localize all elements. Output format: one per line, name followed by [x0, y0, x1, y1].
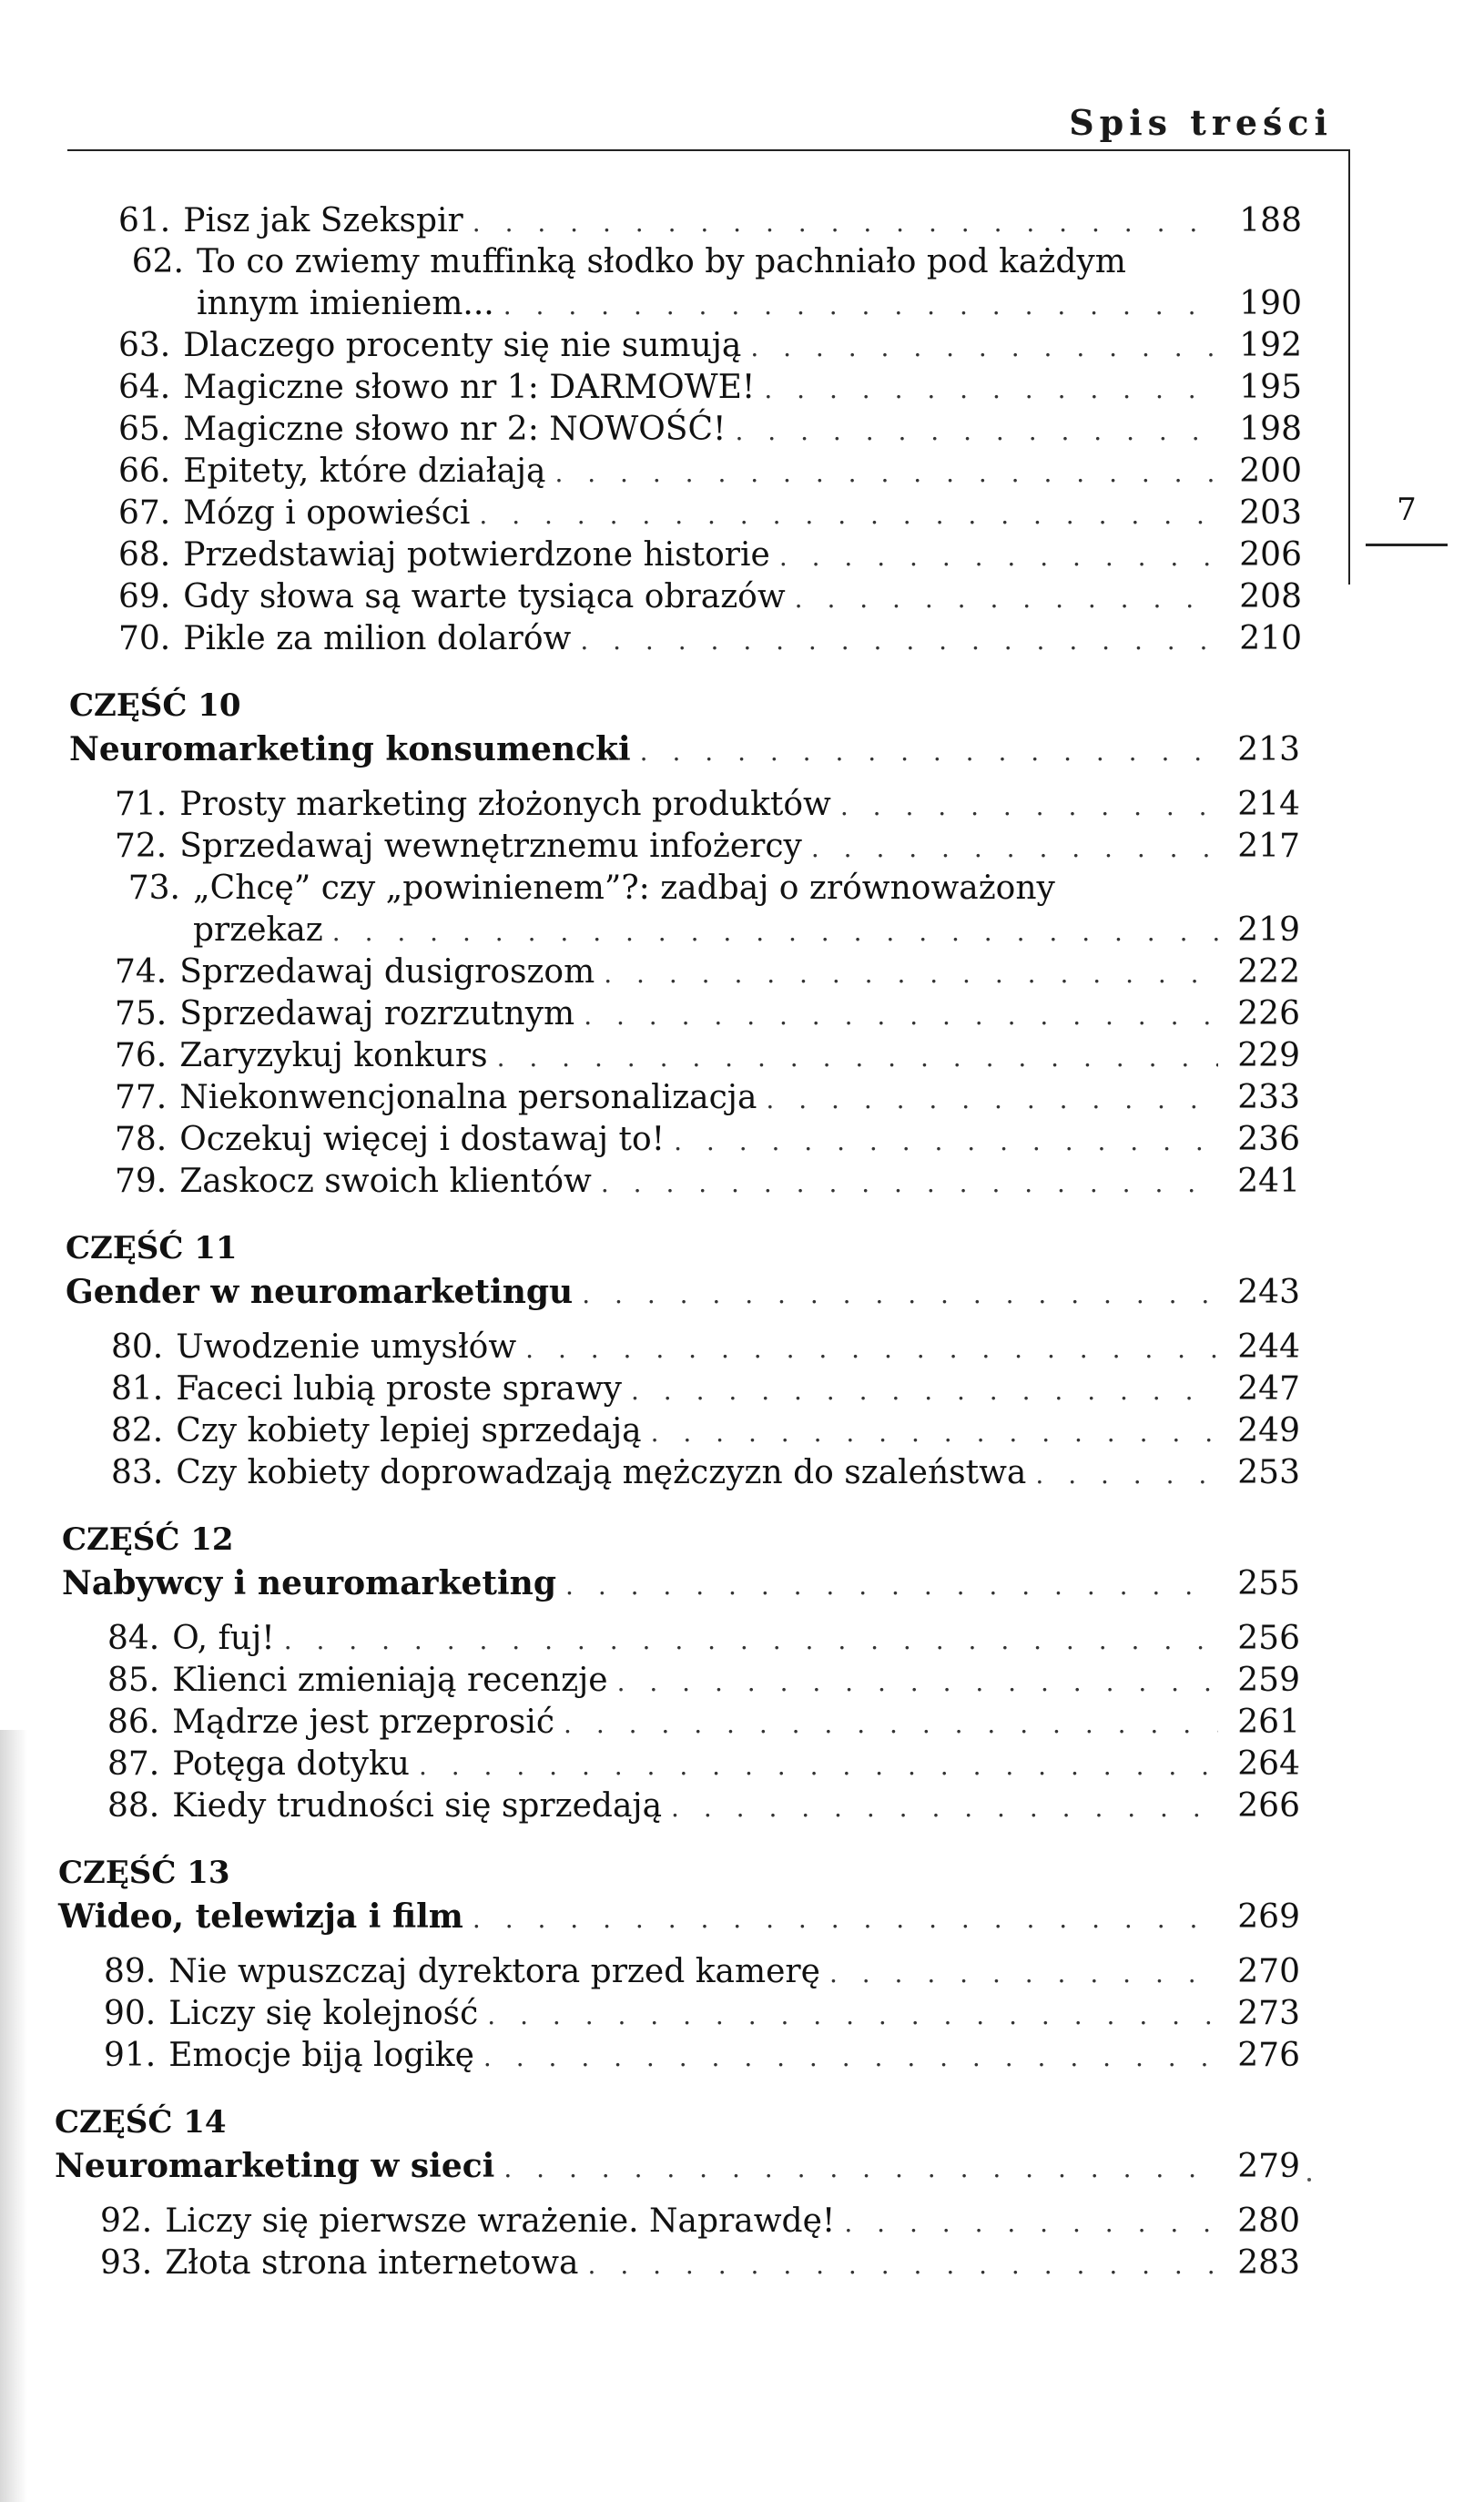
entry-page: 229 — [1237, 1037, 1300, 1074]
entry-number: 81. — [111, 1370, 164, 1408]
part-title: Wideo, telewizja i film — [58, 1897, 463, 1936]
entry-page: 247 — [1237, 1370, 1300, 1408]
entry-page: 264 — [1237, 1745, 1300, 1783]
entry-page: 273 — [1237, 1995, 1300, 2032]
entry-number: 75. — [115, 995, 168, 1032]
entry-title: Czy kobiety doprowadzają mężczyzn do szaleństwa — [176, 1454, 1027, 1491]
dot-leader — [674, 1121, 1218, 1163]
dot-leader — [840, 786, 1218, 828]
entry-page: 203 — [1239, 494, 1302, 532]
toc-entry[interactable] — [118, 576, 1302, 618]
toc-entry[interactable] — [115, 1161, 1300, 1203]
part-page: 279 — [1237, 2148, 1300, 2185]
dot-leader — [479, 494, 1220, 536]
dot-leader — [651, 1412, 1218, 1454]
toc-entry-first-line: To co zwiemy muffinką słodko by pachniało pod każdym — [197, 243, 1126, 280]
dot-leader — [588, 2244, 1218, 2286]
dot-leader — [766, 1079, 1218, 1121]
page-number: 7 — [1397, 492, 1417, 528]
entry-title: Magiczne słowo nr 1: DARMOWE! — [183, 369, 756, 406]
part-label: CZĘŚĆ 12 — [62, 1521, 234, 1558]
toc-entry[interactable] — [111, 1452, 1300, 1494]
dot-leader — [419, 1745, 1218, 1787]
entry-page: 192 — [1239, 327, 1302, 364]
entry-title: Sprzedawaj rozrzutnym — [179, 995, 575, 1032]
toc-entry[interactable] — [107, 1702, 1300, 1744]
entry-number: 74. — [115, 953, 168, 991]
entry-number: 62. — [131, 243, 184, 280]
entry-number: 92. — [100, 2202, 153, 2240]
toc-entry[interactable] — [104, 1951, 1300, 1993]
entry-title: Emocje biją logikę — [168, 2037, 474, 2074]
entry-page: 188 — [1239, 202, 1302, 239]
entry-title: Dlaczego procenty się nie sumują — [183, 327, 742, 364]
dot-leader — [525, 1328, 1218, 1370]
entry-title: Zaskocz swoich klientów — [179, 1163, 592, 1200]
entry-number: 86. — [107, 1704, 160, 1741]
toc-entry[interactable] — [118, 451, 1302, 493]
running-title: Spis treści — [1069, 102, 1333, 143]
part-heading[interactable] — [69, 728, 1300, 770]
entry-page: 219 — [1237, 911, 1300, 949]
entry-number: 70. — [118, 620, 171, 657]
dot-leader — [735, 411, 1220, 453]
toc-entry-number-row — [118, 241, 197, 283]
toc-entry[interactable] — [118, 325, 1302, 367]
entry-number: 69. — [118, 578, 171, 615]
entry-page: 214 — [1237, 786, 1300, 823]
dot-leader — [483, 2037, 1218, 2079]
toc-entry[interactable] — [193, 910, 1300, 951]
part-label: CZĘŚĆ 10 — [69, 687, 241, 724]
dot-leader — [844, 2202, 1218, 2244]
dot-leader — [631, 1370, 1218, 1412]
entry-title: Pikle za milion dolarów — [183, 620, 572, 657]
entry-page: 206 — [1239, 536, 1302, 574]
toc-entry[interactable] — [100, 2243, 1300, 2284]
entry-title: Złota strona internetowa — [165, 2244, 579, 2282]
entry-number: 73. — [127, 870, 180, 907]
part-title: Nabywcy i neuromarketing — [62, 1564, 557, 1602]
entry-number: 89. — [104, 1953, 157, 1990]
toc-entry-number-row — [115, 868, 193, 910]
entry-page: 283 — [1237, 2244, 1300, 2282]
dot-leader — [564, 1704, 1218, 1745]
dot-leader — [750, 327, 1220, 369]
scan-edge-shadow — [0, 1730, 27, 2502]
part-label: CZĘŚĆ 14 — [55, 2104, 227, 2141]
dot-leader — [1035, 1454, 1218, 1496]
dot-leader — [829, 1953, 1218, 1995]
toc-entry[interactable] — [118, 534, 1302, 576]
entry-title: Klienci zmieniają recenzje — [172, 1662, 608, 1699]
entry-title: Uwodzenie umysłów — [176, 1328, 517, 1366]
toc-entry[interactable] — [107, 1744, 1300, 1785]
entry-page: 222 — [1237, 953, 1300, 991]
part-page: 269 — [1237, 1898, 1300, 1936]
entry-page: 266 — [1237, 1787, 1300, 1825]
toc-entry[interactable] — [107, 1785, 1300, 1827]
entry-number: 61. — [118, 202, 171, 239]
entry-title: Nie wpuszczaj dyrektora przed kamerę — [168, 1953, 820, 1990]
entry-number: 79. — [115, 1163, 168, 1200]
dot-leader — [503, 2148, 1218, 2190]
entry-page: 233 — [1237, 1079, 1300, 1116]
entry-title: Oczekuj więcej i dostawaj to! — [179, 1121, 666, 1158]
entry-title: Kiedy trudności się sprzedają — [172, 1787, 663, 1825]
part-page: 255 — [1237, 1565, 1300, 1602]
entry-page: 208 — [1239, 578, 1302, 615]
dot-leader — [601, 1163, 1218, 1205]
entry-number: 87. — [107, 1745, 160, 1783]
entry-number: 91. — [104, 2037, 157, 2074]
page-number-rule — [1366, 544, 1448, 546]
entry-page: 276 — [1237, 2037, 1300, 2074]
entry-title: Zaryzykuj konkurs — [179, 1037, 488, 1074]
scan-speck — [1307, 2178, 1311, 2182]
dot-leader — [604, 953, 1218, 995]
toc-entry[interactable] — [118, 493, 1302, 534]
entry-page: 241 — [1237, 1163, 1300, 1200]
dot-leader — [497, 1037, 1218, 1079]
toc-entry[interactable] — [118, 409, 1302, 451]
entry-page: 259 — [1237, 1662, 1300, 1699]
entry-title-continued: przekaz — [193, 911, 323, 949]
toc-entry[interactable] — [115, 993, 1300, 1035]
toc-entry[interactable] — [115, 826, 1300, 868]
entry-title: Gdy słowa są warte tysiąca obrazów — [183, 578, 786, 615]
toc-entry[interactable] — [118, 367, 1302, 409]
toc-entry[interactable] — [104, 1993, 1300, 2035]
toc-entry-first-line: „Chcę” czy „powinienem”?: zadbaj o zrównoważony — [193, 870, 1055, 907]
entry-page: 195 — [1239, 369, 1302, 406]
entry-title: Pisz jak Szekspir — [183, 202, 463, 239]
part-title: Neuromarketing konsumencki — [69, 730, 631, 768]
entry-page: 261 — [1237, 1704, 1300, 1741]
entry-title: Sprzedawaj dusigroszom — [179, 953, 595, 991]
entry-title: Liczy się kolejność — [168, 1995, 479, 2032]
entry-number: 85. — [107, 1662, 160, 1699]
dot-leader — [332, 911, 1218, 953]
toc-entry[interactable] — [107, 1618, 1300, 1660]
toc-entry[interactable] — [115, 1119, 1300, 1161]
dot-leader — [487, 1995, 1218, 2037]
dot-leader — [580, 620, 1220, 662]
entry-number: 84. — [107, 1620, 160, 1657]
entry-number: 77. — [115, 1079, 168, 1116]
part-label: CZĘŚĆ 13 — [58, 1855, 230, 1891]
header-rule — [67, 149, 1349, 151]
entry-number: 72. — [115, 828, 168, 865]
part-heading[interactable] — [62, 1562, 1300, 1604]
entry-title: Czy kobiety lepiej sprzedają — [176, 1412, 642, 1449]
entry-page: 198 — [1239, 411, 1302, 448]
entry-title: Przedstawiaj potwierdzone historie — [183, 536, 770, 574]
toc-entry[interactable] — [107, 1660, 1300, 1702]
entry-title: Niekonwencjonalna personalizacja — [179, 1079, 757, 1116]
entry-page: 236 — [1237, 1121, 1300, 1158]
entry-title: Faceci lubią proste sprawy — [176, 1370, 622, 1408]
part-title: Neuromarketing w sieci — [55, 2147, 495, 2185]
entry-title: Sprzedawaj wewnętrznemu infożercy — [179, 828, 802, 865]
dot-leader — [473, 1898, 1218, 1940]
entry-page: 270 — [1237, 1953, 1300, 1990]
toc-entry[interactable] — [115, 951, 1300, 993]
dot-leader — [503, 285, 1220, 327]
part-title: Gender w neuromarketingu — [66, 1273, 574, 1311]
part-heading[interactable] — [58, 1896, 1300, 1938]
entry-number: 82. — [111, 1412, 164, 1449]
entry-page: 280 — [1237, 2202, 1300, 2240]
toc-entry[interactable] — [115, 784, 1300, 826]
toc-entry[interactable] — [100, 2201, 1300, 2243]
toc-entry[interactable] — [111, 1410, 1300, 1452]
page-header — [67, 84, 1333, 147]
dot-leader — [582, 1274, 1218, 1316]
dot-leader — [473, 202, 1220, 244]
dot-leader — [584, 995, 1218, 1037]
entry-title: Magiczne słowo nr 2: NOWOŚĆ! — [183, 411, 727, 448]
dot-leader — [617, 1662, 1218, 1704]
part-heading[interactable] — [66, 1271, 1300, 1313]
entry-number: 83. — [111, 1454, 164, 1491]
entry-title: Mózg i opowieści — [183, 494, 471, 532]
entry-number: 93. — [100, 2244, 153, 2282]
part-page: 213 — [1237, 731, 1300, 768]
entry-title: Liczy się pierwsze wrażenie. Naprawdę! — [165, 2202, 836, 2240]
entry-page: 200 — [1239, 453, 1302, 490]
dot-leader — [764, 369, 1220, 411]
dot-leader — [284, 1620, 1218, 1662]
entry-number: 80. — [111, 1328, 164, 1366]
dot-leader — [795, 578, 1220, 620]
entry-number: 66. — [118, 453, 171, 490]
toc-entry[interactable] — [197, 283, 1302, 325]
toc-entry[interactable] — [118, 618, 1302, 660]
entry-page: 217 — [1237, 828, 1300, 865]
entry-page: 253 — [1237, 1454, 1300, 1491]
entry-number: 67. — [118, 494, 171, 532]
entry-number: 88. — [107, 1787, 160, 1825]
entry-page: 256 — [1237, 1620, 1300, 1657]
toc-entry[interactable] — [115, 1035, 1300, 1077]
entry-title: Mądrze jest przeprosić — [172, 1704, 555, 1741]
entry-page: 249 — [1237, 1412, 1300, 1449]
dot-leader — [671, 1787, 1218, 1829]
entry-page: 226 — [1237, 995, 1300, 1032]
dot-leader — [779, 536, 1220, 578]
dot-leader — [565, 1565, 1218, 1607]
dot-leader — [811, 828, 1218, 870]
entry-number: 78. — [115, 1121, 168, 1158]
dot-leader — [554, 453, 1220, 494]
entry-page: 244 — [1237, 1328, 1300, 1366]
entry-title: Epitety, które działają — [183, 453, 546, 490]
toc-entry[interactable] — [115, 1077, 1300, 1119]
toc-entry[interactable] — [104, 2035, 1300, 2077]
entry-number: 63. — [118, 327, 171, 364]
entry-number: 71. — [115, 786, 168, 823]
part-page: 243 — [1237, 1274, 1300, 1311]
entry-title-continued: innym imieniem... — [197, 285, 494, 322]
entry-number: 64. — [118, 369, 171, 406]
toc-entry[interactable] — [111, 1368, 1300, 1410]
entry-number: 76. — [115, 1037, 168, 1074]
entry-title: O, fuj! — [172, 1620, 275, 1657]
dot-leader — [640, 731, 1218, 773]
part-label: CZĘŚĆ 11 — [66, 1230, 238, 1266]
entry-page: 210 — [1239, 620, 1302, 657]
entry-title: Potęga dotyku — [172, 1745, 410, 1783]
toc-entry[interactable] — [111, 1327, 1300, 1368]
entry-number: 68. — [118, 536, 171, 574]
margin-rule — [1348, 149, 1350, 585]
entry-number: 90. — [104, 1995, 157, 2032]
toc-entry[interactable] — [118, 200, 1302, 242]
part-heading[interactable] — [55, 2145, 1300, 2187]
entry-page: 190 — [1239, 285, 1302, 322]
entry-number: 65. — [118, 411, 171, 448]
entry-title: Prosty marketing złożonych produktów — [179, 786, 831, 823]
